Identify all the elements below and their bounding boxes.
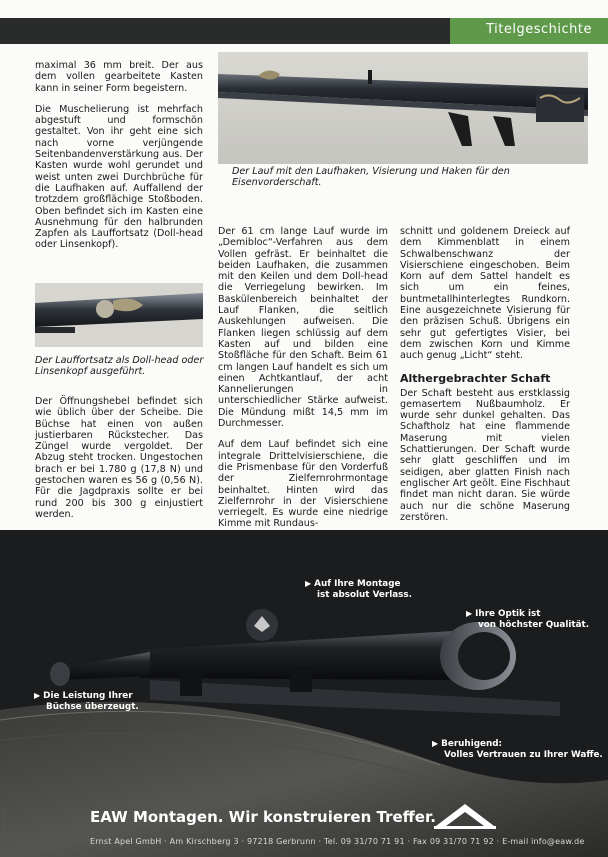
- arrow-icon: ▶: [432, 739, 439, 748]
- ad-callout-montage: ▶ Auf Ihre Montage ist absolut Verlass.: [305, 579, 412, 600]
- paragraph: Die Muschelierung ist mehrfach abgestuft und formschön gestaltet. Von ihr geht eine sich nach vorne verjüngende Seitenbandenverstärkung aus. Der Kasten wurde wohl gerundet und weist unten zwei Durchbrüche für die Laufhaken auf. Auffallend der trotzdem großflächige Stoßboden. Oben befindet sich im Kasten eine Ausnehmung für den halbrunden Zapfen als Lauffortsatz (Doll-head oder Linsenkopf).: [35, 103, 203, 251]
- paragraph: Auf dem Lauf befindet sich eine integrale Drittelvisierschiene, die die Prismenbase für den Vorderfuß der Zielfernrohrmontage beinhaltet. Hinten wird das Zielfernrohr in der Visierschiene verriegelt. Es wurde eine niedrige Kimme mit Rundaus-: [218, 439, 388, 530]
- text-column-3: [400, 226, 570, 533]
- paragraph: Der 61 cm lange Lauf wurde im „Demibloc“-Verfahren aus dem Vollen gefräst. Er beinhaltet die beiden Laufhaken, die zusammen mit den Keilen und dem Doll-head die Verriegelung bewirken. Im Baskülenbereich beinhaltet der Lauf Flanken, die seitlich Auskehlungen aufweisen. Die Flanken liegen schlüssig auf dem Kasten auf und bilden eine Stoßfläche für den Schaft. Beim 61 cm langen Lauf handelt es sich um einen Achtkantlauf, der acht Kannelierungen in unterschiedlicher Stärke aufweist. Die Mündung mißt 14,5 mm im Durchmesser.: [218, 226, 388, 430]
- paragraph: schnitt und goldenem Dreieck auf dem Kimmenblatt in einem Schwalbenschwanz der Visierschiene eingeschoben. Beim Korn auf dem Sattel handelt es sich um ein feines, buntmetallhinterlegtes Rundkorn. Eine ausgezeichnete Visierung für den präzisen Schuß. Übrigens ein sehr gut gefertigtes Visier, bei dem zwischen Korn und Kimme auch genug „Licht“ steht.: [400, 226, 570, 362]
- side-credit: www.castella.mw: [2, 808, 8, 852]
- text-column-2: [218, 226, 388, 540]
- arrow-icon: ▶: [466, 609, 473, 618]
- arrow-icon: ▶: [34, 691, 41, 700]
- ad-slogan: EAW Montagen. Wir konstruieren Treffer.: [90, 808, 436, 826]
- paragraph: Der Öffnungshebel befindet sich wie üblich über der Scheibe. Die Büchse hat einen von außen justierbaren Rückstecher. Das Züngel wurde vergoldet. Der Abzug steht trocken. Ungestochen brach er bei 1.780 g (17,8 N) und gestochen waren es 56 g (0,56 N). Für die Jagdpraxis sollte er bei rund 200 bis 300 g einjustiert werden.: [35, 396, 203, 520]
- ad-contact-line: Ernst Apel GmbH · Am Kirschberg 3 · 97218 Gerbrunn · Tel. 09 31/70 71 91 · Fax 09 31/70 71 92 · E-mail info@eaw.de: [90, 837, 585, 846]
- ad-callout-leistung: ▶ Die Leistung Ihrer Büchse überzeugt.: [34, 691, 139, 712]
- section-header-bar: [0, 18, 608, 44]
- eaw-advertisement: [0, 530, 608, 857]
- barrel-caption: Der Lauf mit den Laufhaken, Visierung und Haken für den Eisenvorderschaft.: [232, 166, 510, 189]
- barrel-photo: [218, 52, 588, 164]
- eaw-logo-icon: [430, 798, 500, 832]
- paragraph: maximal 36 mm breit. Der aus dem vollen gearbeitete Kasten kann in seiner Form begeistern.: [35, 60, 203, 94]
- section-heading: Althergebrachter Schaft: [400, 371, 551, 385]
- ad-callout-vertrauen: ▶ Beruhigend: Volles Vertrauen zu Ihrer Waffe.: [432, 739, 603, 760]
- doll-head-caption: Der Lauffortsatz als Doll-head oder Linsenkopf ausgeführt.: [35, 355, 204, 378]
- arrow-icon: ▶: [305, 579, 312, 588]
- text-column-1b: [35, 396, 203, 530]
- ad-callout-optik: ▶ Ihre Optik ist von höchster Qualität.: [466, 609, 590, 630]
- doll-head-photo: [35, 283, 203, 347]
- paragraph: Der Schaft besteht aus erstklassig gemasertem Nußbaumholz. Er wurde sehr dunkel gehalten. Das Schaftholz hat eine flammende Maserung mit vielen Schattierungen. Der Schaft wurde sehr glatt geschliffen und im seidigen, aber glatten Finish nach englischer Art geölt. Eine Fischhaut findet man nicht daran. Sie würde auch nur die schöne Maserung zerstören.: [400, 387, 570, 523]
- section-title: Titelgeschichte: [486, 22, 592, 37]
- text-column-1: [35, 60, 203, 261]
